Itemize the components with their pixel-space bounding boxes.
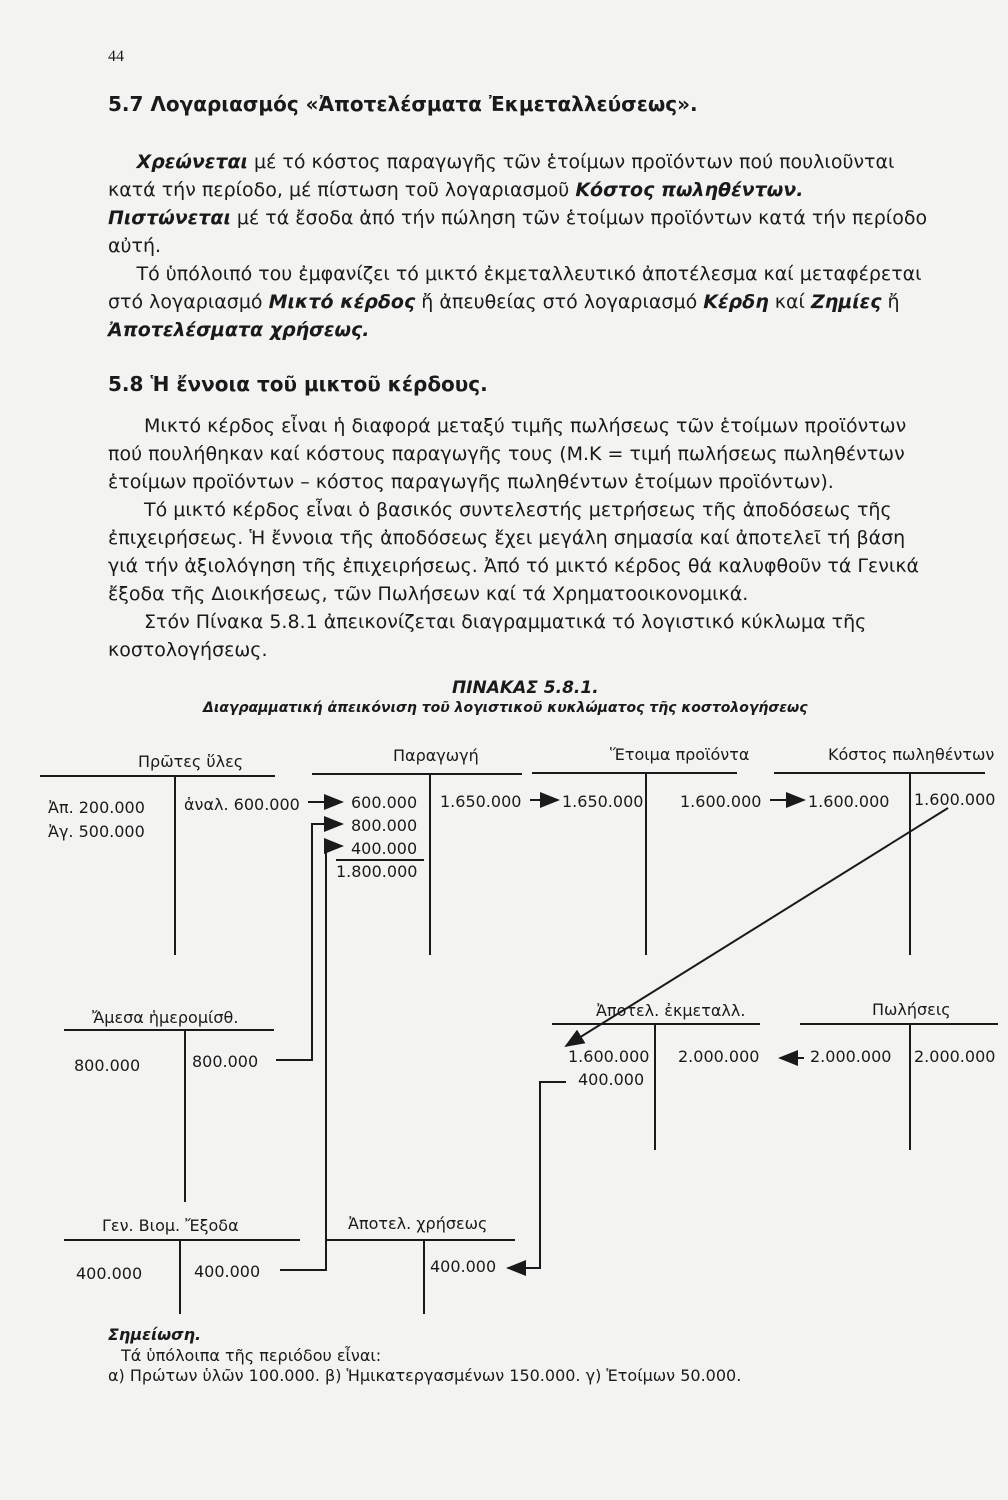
arrow-results-to-period xyxy=(508,1082,566,1268)
account-label-overheads: Γεν. Βιομ. Ἔξοδα xyxy=(102,1216,239,1235)
account-label-cost-of-sales: Κόστος πωληθέντων xyxy=(828,745,995,764)
paragraph-gross-profit-role: Τό μικτό κέρδος εἶναι ὁ βασικός συντελεστής μετρήσεως τῆς ἀποδόσεως τῆς ἐπιχειρήσεως. Ἡ ἔννοια τῆς ἀποδόσεως ἔχει μεγάλη σημασία καί ἀποτελεῖ τή βάση γιά τήν ἀξιολόγηση τῆς ἐπιχειρήσεως. Ἀπό τό μικτό κέρδος θά καλυφθοῦν τά Γενικά ἔξοδα τῆς Διοικήσεως, τῶν Πωλήσεων καί τά Χρηματοοικονομικά. xyxy=(108,499,920,605)
emph-period-results: Ἀποτελέσματα χρήσεως. xyxy=(108,319,370,341)
direct-wages-debit-1: 800.000 xyxy=(74,1056,141,1075)
sales-credit-1: 2.000.000 xyxy=(914,1047,996,1066)
text-balance-1: Τό ὑπόλοιπό του ἐμφανίζει τό μικτό ἐκμεταλλευτικό ἀποτέλεσμα καί μεταφέρεται στό λογαριασμό xyxy=(108,263,922,313)
emph-gross-profit: Μικτό κέρδος xyxy=(268,291,416,313)
emph-losses: Ζημίες xyxy=(810,291,882,313)
account-label-direct-wages: Ἄμεσα ἡμερομίσθ. xyxy=(92,1008,239,1027)
emph-credit: Πιστώνεται xyxy=(108,207,231,229)
account-label-production: Παραγωγή xyxy=(393,746,479,765)
note-line-2: α) Πρώτων ὑλῶν 100.000. β) Ἡμικατεργασμένων 150.000. γ) Ἑτοίμων 50.000. xyxy=(108,1366,742,1385)
text-balance-4: ἤ xyxy=(881,291,900,313)
account-label-raw-materials: Πρῶτες ὕλες xyxy=(138,752,244,771)
raw-materials-debit-2: Ἀγ. 500.000 xyxy=(48,822,145,841)
overheads-debit-1: 400.000 xyxy=(76,1264,143,1283)
note-title: Σημείωση. xyxy=(108,1325,202,1344)
period-results-credit-1: 400.000 xyxy=(430,1257,497,1276)
account-label-sales: Πωλήσεις xyxy=(872,1000,951,1019)
paragraph-table-ref: Στόν Πίνακα 5.8.1 ἀπεικονίζεται διαγραμματικά τό λογιστικό κύκλωμα τῆς κοστολογήσεως. xyxy=(108,611,867,661)
direct-wages-credit-1: 800.000 xyxy=(192,1052,259,1071)
operating-results-credit-1: 2.000.000 xyxy=(678,1047,760,1066)
raw-materials-debit-1: Ἀπ. 200.000 xyxy=(48,798,145,817)
t-account-sales xyxy=(800,1024,998,1150)
account-label-operating-results: Ἀποτελ. ἐκμεταλλ. xyxy=(596,1001,746,1020)
section-heading-5-7: 5.7 Λογαριασμός «Ἀποτελέσματα Ἐκμεταλλεύσεως». xyxy=(108,92,698,116)
emph-profit: Κέρδη xyxy=(703,291,769,313)
account-label-period-results: Ἀποτελ. χρήσεως xyxy=(348,1214,488,1233)
arrow-wages-to-production xyxy=(276,824,342,1060)
production-debit-3: 400.000 xyxy=(351,839,418,858)
t-account-period-results xyxy=(325,1240,515,1314)
cost-of-sales-debit-1: 1.600.000 xyxy=(808,792,890,811)
text-credit: μέ τά ἔσοδα ἀπό τήν πώληση τῶν ἑτοίμων προϊόντων κατά τήν περίοδο αὐτή. xyxy=(108,207,928,257)
overheads-credit-1: 400.000 xyxy=(194,1262,261,1281)
finished-goods-credit-1: 1.600.000 xyxy=(680,792,762,811)
table-title: ΠΙΝΑΚΑΣ 5.8.1. xyxy=(452,678,599,698)
page-number: 44 xyxy=(108,48,124,65)
note-line-1: Τά ὑπόλοιπα τῆς περιόδου εἶναι: xyxy=(121,1346,382,1365)
production-debit-total: 1.800.000 xyxy=(336,862,418,881)
cost-of-sales-credit-1: 1.600.000 xyxy=(914,790,996,809)
table-subtitle: Διαγραμματική ἀπεικόνιση τοῦ λογιστικοῦ κυκλώματος τῆς κοστολογήσεως xyxy=(203,700,808,716)
emph-debit: Χρεώνεται xyxy=(136,151,248,173)
production-debit-1: 600.000 xyxy=(351,793,418,812)
text-debit: μέ τό κόστος παραγωγῆς τῶν ἑτοίμων προϊόντων πού πουλιοῦνται κατά τήν περίοδο, μέ πίστωση τοῦ λογαριασμοῦ xyxy=(108,151,895,201)
finished-goods-debit-1: 1.650.000 xyxy=(562,792,644,811)
paragraph-gross-profit-def: Μικτό κέρδος εἶναι ἡ διαφορά μεταξύ τιμῆς πωλήσεως τῶν ἑτοίμων προϊόντων πού πουλήθηκαν καί κόστους παραγωγῆς τους (Μ.Κ = τιμή πωλήσεως πωληθέντων ἑτοίμων προϊόντων – κόστος παραγωγῆς πωληθέντων ἑτοίμων προϊόντων). xyxy=(108,415,907,493)
text-balance-3: καί xyxy=(768,291,811,313)
raw-materials-credit-1: ἀναλ. 600.000 xyxy=(184,795,300,814)
emph-cost-of-sales: Κόστος πωληθέντων. xyxy=(575,179,804,201)
operating-results-debit-2: 400.000 xyxy=(578,1070,645,1089)
text-balance-2: ἤ ἀπευθείας στό λογαριασμό xyxy=(415,291,704,313)
production-credit-1: 1.650.000 xyxy=(440,792,522,811)
account-label-finished-goods: Ἕτοιμα προϊόντα xyxy=(610,745,750,764)
sales-debit-1: 2.000.000 xyxy=(810,1047,892,1066)
section-heading-5-8: 5.8 Ἡ ἔννοια τοῦ μικτοῦ κέρδους. xyxy=(108,372,488,396)
production-debit-2: 800.000 xyxy=(351,816,418,835)
operating-results-debit-1: 1.600.000 xyxy=(568,1047,650,1066)
